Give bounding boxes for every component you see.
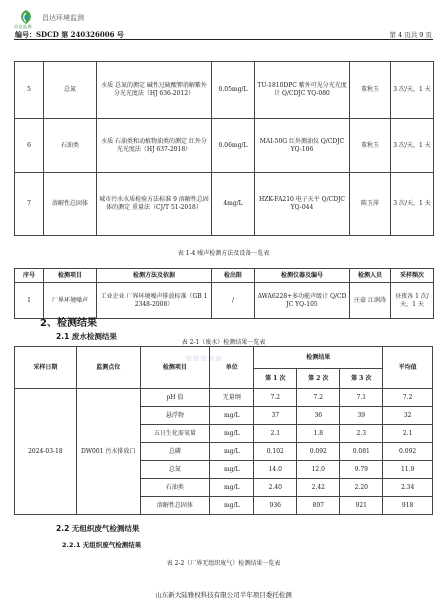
- cell-unit: mg/L: [210, 497, 254, 515]
- cell-item: 悬浮物: [140, 407, 209, 425]
- cell-r2: 2.42: [297, 479, 340, 497]
- cell-avg: 7.2: [383, 389, 433, 407]
- cell-r2: 7.2: [297, 389, 340, 407]
- cell-person: 董秋玉: [350, 62, 391, 119]
- cell-avg: 11.9: [383, 461, 433, 479]
- cell-limit: /: [212, 283, 255, 319]
- cell-r3: 9.79: [340, 461, 383, 479]
- method-table-continued: [14, 61, 434, 236]
- cell-avg: 0.092: [383, 443, 433, 461]
- cell-r3: 921: [340, 497, 383, 515]
- cell-r2: 0.092: [297, 443, 340, 461]
- cell-monitoring-point: DW001 污水排放口: [76, 389, 140, 515]
- document-number: 编号：SDCD 第 240326006 号: [15, 30, 124, 39]
- cell-frequency: 昼夜各 1 次/天，1 天: [391, 283, 434, 319]
- cell-avg: 2.1: [383, 425, 433, 443]
- section-2-2-1-title: 2.2.1 无组织废气检测结果: [62, 541, 142, 549]
- section-2-2-title: 2.2 无组织废气检测结果: [56, 524, 140, 533]
- cell-item: pH 值: [140, 389, 209, 407]
- logo-text: 昌达监测: [14, 24, 32, 29]
- page-footer: 山东新大陆雅权科技有限公司半年项目委托检测: [155, 591, 292, 599]
- cell-r2: 36: [297, 407, 340, 425]
- cell-avg: 2.34: [383, 479, 433, 497]
- cell-person: 陈玉萍: [350, 173, 391, 236]
- cell-sampling-date: 2024-03-18: [15, 389, 77, 515]
- cell-item: 石油类: [140, 479, 209, 497]
- header-frequency: 采样频次: [391, 269, 434, 283]
- wastewater-results-table: [14, 346, 433, 515]
- cell-limit: 0.05mg/L: [212, 62, 255, 119]
- section-2-title: 2、检测结果: [40, 318, 97, 329]
- header-point: 监测点位: [76, 347, 140, 389]
- header-limit: 检出限: [212, 269, 255, 283]
- cell-r2: 897: [297, 497, 340, 515]
- table-2-2-caption: 表 2-2（厂界无组织废气）检测结果一览表: [166, 560, 281, 567]
- cell-r2: 1.8: [297, 425, 340, 443]
- cell-instrument: MAI-50G 红外测油仪 Q/CDJC YQ-106: [255, 119, 350, 173]
- cell-r1: 37: [254, 407, 297, 425]
- cell-person: 庄豪 江润涛: [350, 283, 391, 319]
- section-2-1-title: 2.1 废水检测结果: [56, 332, 117, 341]
- table-1-4-caption: 表 1-4 噪声检测方法及设备一览表: [177, 250, 270, 257]
- cell-r3: 7.1: [340, 389, 383, 407]
- header-item: 检测项目: [44, 269, 97, 283]
- cell-r1: 2.1: [254, 425, 297, 443]
- cell-limit: 4mg/L: [212, 173, 255, 236]
- cell-r1: 2.40: [254, 479, 297, 497]
- cell-r2: 12.0: [297, 461, 340, 479]
- cell-no: 5: [15, 62, 44, 119]
- cell-r3: 2.3: [340, 425, 383, 443]
- cell-unit: mg/L: [210, 425, 254, 443]
- cell-frequency: 3 次/天，1 天: [391, 119, 434, 173]
- page-number: 第 4 页共 9 页: [389, 31, 432, 39]
- cell-unit: mg/L: [210, 407, 254, 425]
- cell-unit: 无量纲: [210, 389, 254, 407]
- cell-instrument: HZK-FA210 电子天平 Q/CDJC YQ-044: [255, 173, 350, 236]
- cell-no: 6: [15, 119, 44, 173]
- header-divider: [14, 39, 433, 40]
- cell-avg: 32: [383, 407, 433, 425]
- cell-item: 总磷: [140, 443, 209, 461]
- cell-frequency: 3 次/天，1 天: [391, 62, 434, 119]
- cell-unit: mg/L: [210, 479, 254, 497]
- header-no: 序号: [15, 269, 44, 283]
- cell-method: 工业企业 厂界环境噪声排放标准（GB 12348-2008）: [97, 283, 212, 319]
- cell-r3: 2.20: [340, 479, 383, 497]
- cell-r3: 39: [340, 407, 383, 425]
- header-method: 检测方法及依据: [97, 269, 212, 283]
- cell-no: 7: [15, 173, 44, 236]
- cell-person: 董秋玉: [350, 119, 391, 173]
- header-item: 检测项目: [140, 347, 209, 389]
- cell-unit: mg/L: [210, 461, 254, 479]
- cell-unit: mg/L: [210, 443, 254, 461]
- cell-limit: 0.06mg/L: [212, 119, 255, 173]
- cell-method: 水质 石油类和动植物油类的测定 红外分光光度法（HJ 637-2018）: [97, 119, 212, 173]
- cell-item: 五日生化需氧量: [140, 425, 209, 443]
- cell-r1: 0.102: [254, 443, 297, 461]
- cell-item: 厂界环境噪声: [44, 283, 97, 319]
- header-results: 检测结果: [254, 347, 383, 369]
- table-row: [15, 119, 434, 173]
- header-person: 检测人员: [350, 269, 391, 283]
- cell-no: 1: [15, 283, 44, 319]
- table-row: [15, 173, 434, 236]
- table-2-1-caption: 表 2-1（废水）检测结果一览表: [181, 339, 266, 346]
- cell-item: 溶解性总固体: [140, 497, 209, 515]
- header-round-2: 第 2 次: [297, 369, 340, 389]
- table-row: [15, 62, 434, 119]
- header-unit: 单位: [210, 347, 254, 389]
- cell-item: 石油类: [44, 119, 97, 173]
- cell-r1: 936: [254, 497, 297, 515]
- header-instrument: 检测仪器及编号: [255, 269, 350, 283]
- watermark: ▪▪▪▪▪: [185, 351, 223, 364]
- cell-frequency: 3 次/天，1 天: [391, 173, 434, 236]
- company-logo-icon: [16, 9, 36, 25]
- cell-avg: 918: [383, 497, 433, 515]
- cell-item: 总氮: [44, 62, 97, 119]
- header-round-3: 第 3 次: [340, 369, 383, 389]
- cell-instrument: TU-1810DPC 紫外可见分光光度计 Q/CDJC YQ-080: [255, 62, 350, 119]
- header-round-1: 第 1 次: [254, 369, 297, 389]
- cell-instrument: AWA6228+多功能声级计 Q/CDJC YQ-105: [255, 283, 350, 319]
- org-name: 昌达环境监测: [42, 14, 84, 22]
- header-average: 平均值: [383, 347, 433, 389]
- table-row: [15, 389, 433, 407]
- cell-item: 溶解性总固体: [44, 173, 97, 236]
- cell-r3: 0.081: [340, 443, 383, 461]
- noise-method-table: [14, 268, 434, 319]
- cell-r1: 7.2: [254, 389, 297, 407]
- header-date: 采样日期: [15, 347, 77, 389]
- cell-method: 水质 总氮的测定 碱性过硫酸钾消解紫外分光光度法（HJ 636-2012）: [97, 62, 212, 119]
- cell-item: 总氮: [140, 461, 209, 479]
- cell-r1: 14.0: [254, 461, 297, 479]
- cell-method: 城市污水水质检验方法标准 9 溶解性总固体的测定 重量法（CJ/T 51-2018）: [97, 173, 212, 236]
